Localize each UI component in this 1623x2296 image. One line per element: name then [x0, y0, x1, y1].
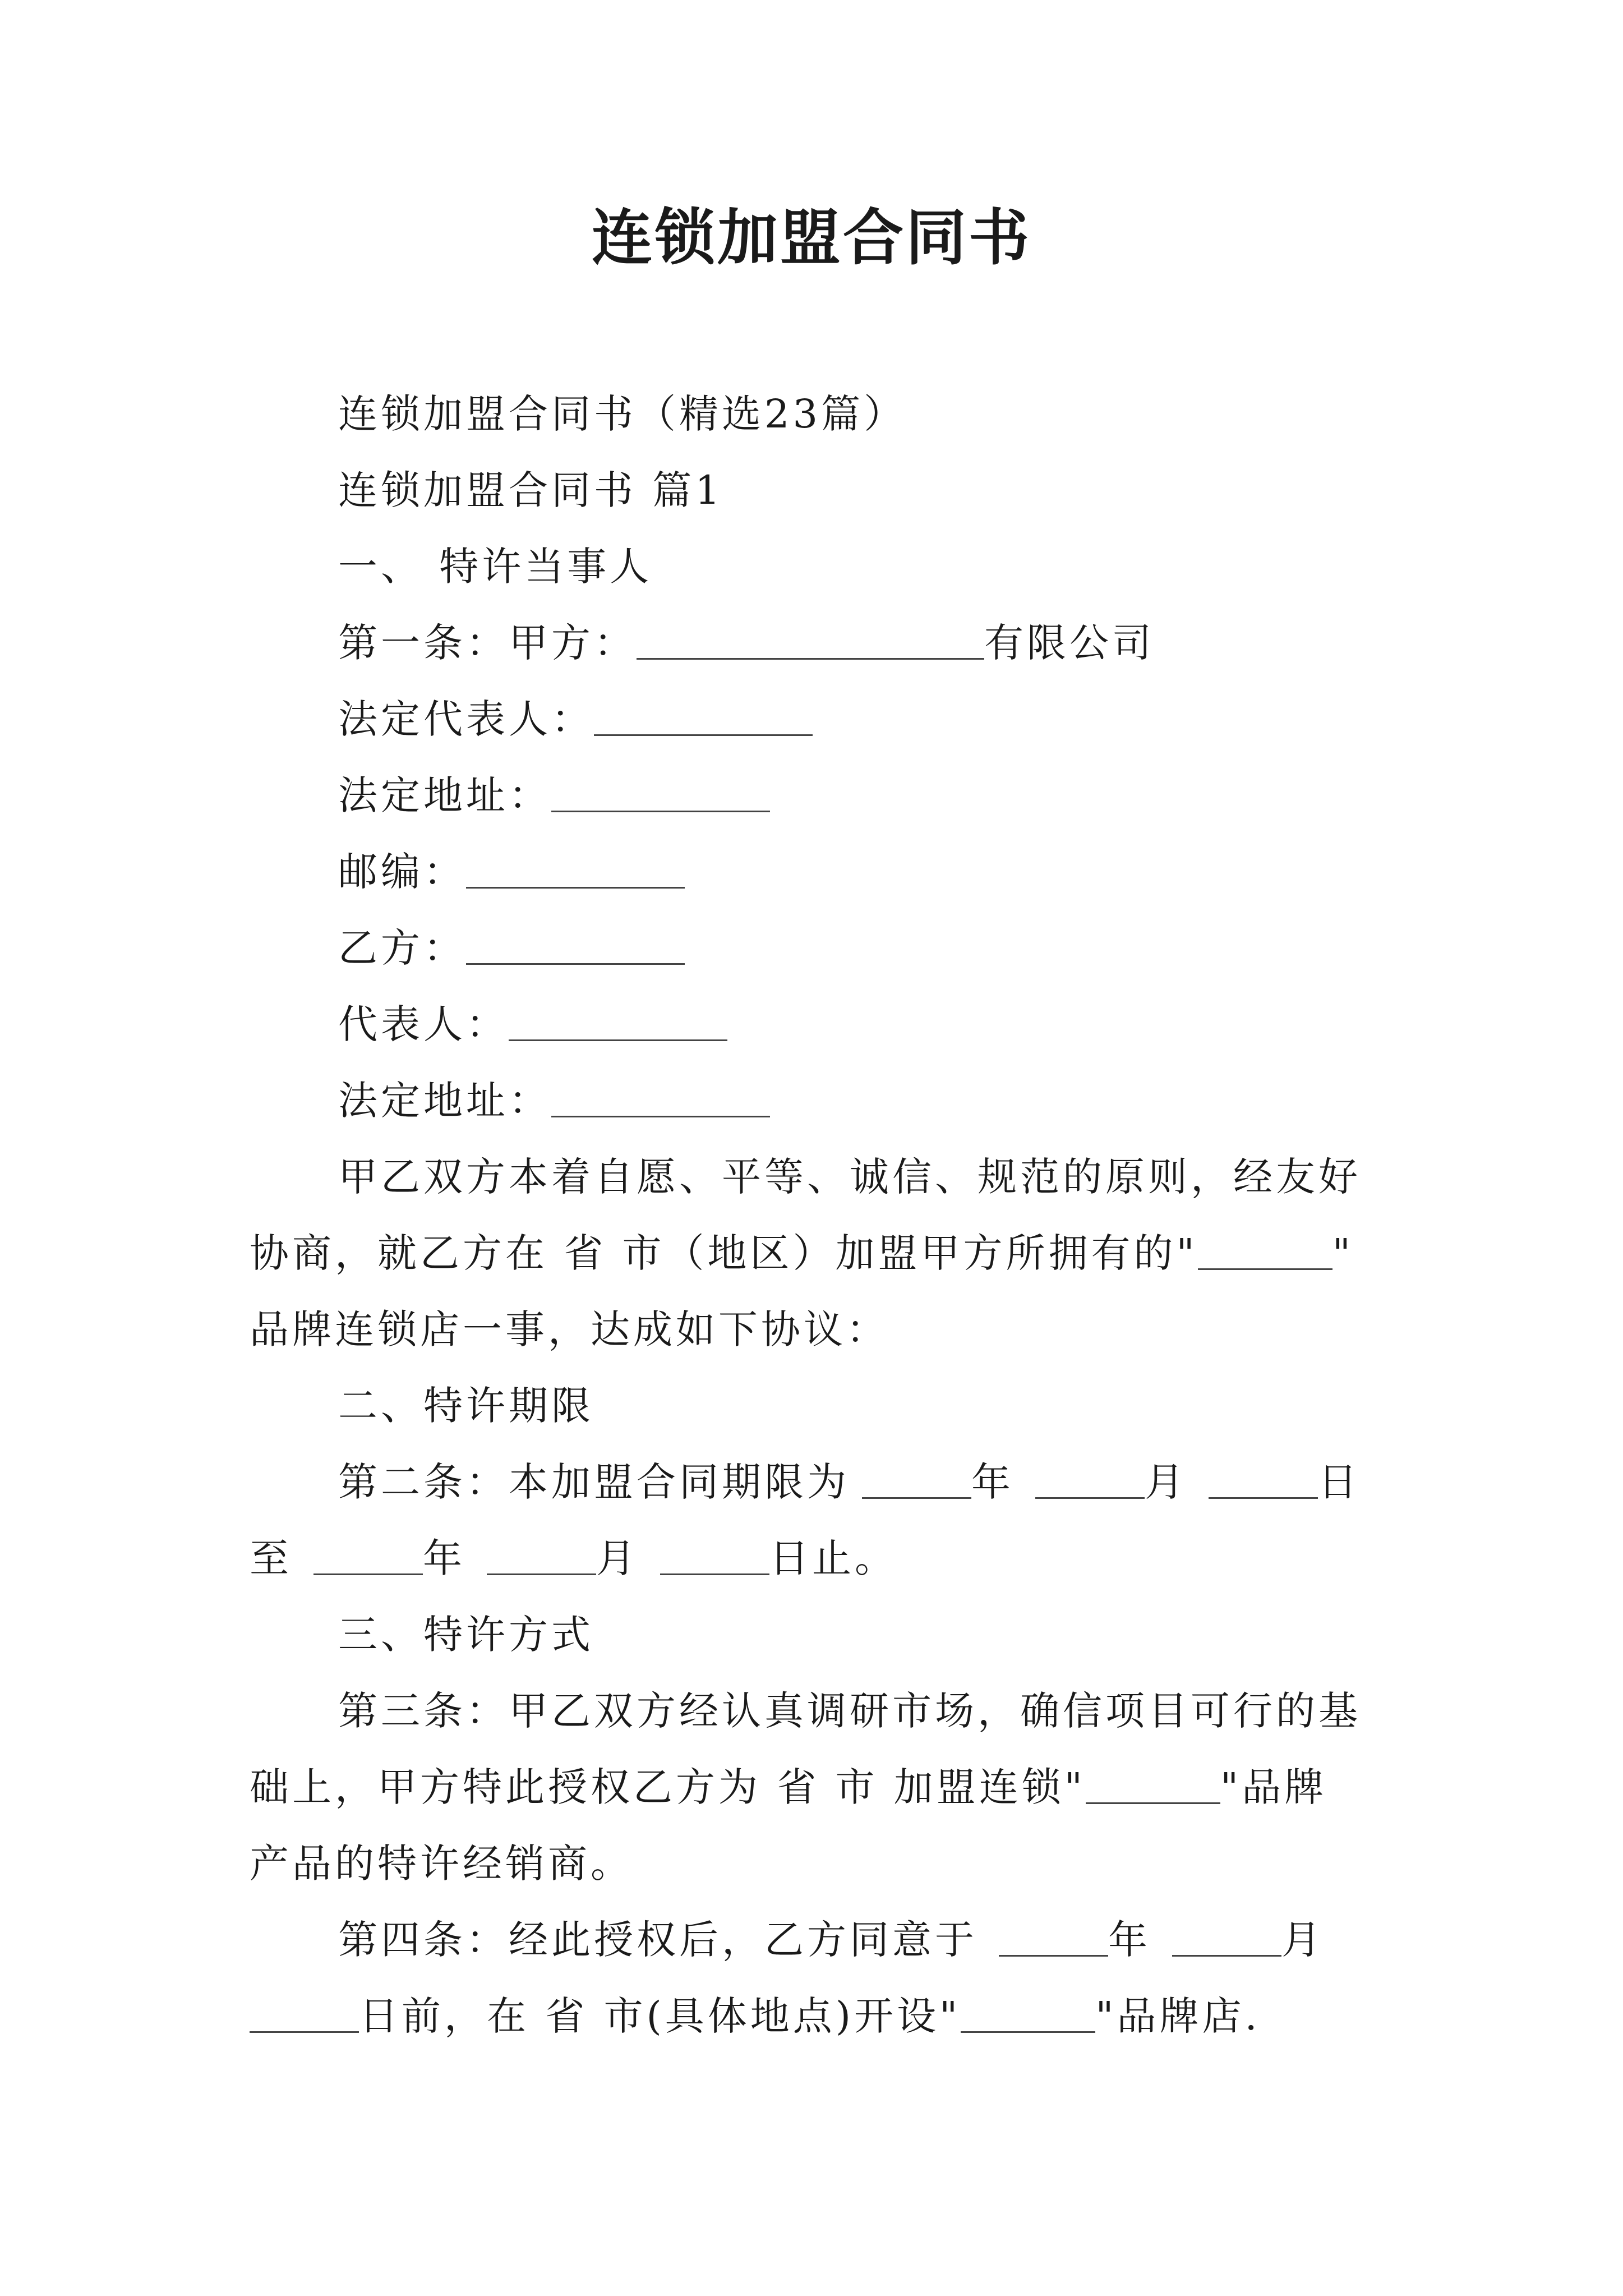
- article-2-line-2: [250, 1520, 1394, 1596]
- blank-brand-1: [1198, 1229, 1332, 1270]
- article-4-line-1: [250, 1902, 1394, 1978]
- blank-postcode: [466, 848, 685, 889]
- blank-legal-address-b: [551, 1076, 770, 1117]
- blank-start-year: [862, 1458, 971, 1499]
- blank-open-year: [999, 1916, 1108, 1957]
- blank-brand-3: [961, 1992, 1095, 2033]
- blank-representative: [509, 1000, 727, 1041]
- year-label: 年: [423, 1535, 465, 1581]
- heading-term: 二、特许期限: [338, 1383, 594, 1429]
- brand-suffix: "品牌: [1220, 1764, 1327, 1810]
- blank-open-day: [250, 1992, 359, 2033]
- store-suffix: "品牌店.: [1095, 1993, 1261, 2039]
- representative-label: 代表人：: [338, 1001, 509, 1047]
- blank-end-day: [660, 1534, 769, 1575]
- legal-address-line: [250, 757, 1394, 834]
- blank-legal-address: [551, 771, 770, 812]
- article-3-line-2: [250, 1749, 1394, 1825]
- article-2-line-1: [250, 1444, 1394, 1520]
- heading-parties: 一、 特许当事人: [338, 544, 653, 590]
- party-b-label: 乙方：: [338, 925, 466, 971]
- article-4-line-2: [250, 1978, 1394, 2054]
- blank-brand-2: [1086, 1763, 1220, 1804]
- postcode-line: [250, 834, 1394, 910]
- article-3-text: 础上，甲方特此授权乙方为 省 市 加盟连锁": [250, 1764, 1086, 1810]
- legal-rep-line: [250, 681, 1394, 757]
- article-3-line-3: 产品的特许经销商。: [250, 1841, 633, 1887]
- paragraph-1-line-1: 甲乙双方本着自愿、平等、诚信、规范的原则，经友好: [338, 1154, 1361, 1200]
- to-label: 至: [250, 1535, 292, 1581]
- article-4-text: 第四条：经此授权后，乙方同意于: [338, 1917, 978, 1963]
- month-label: 月: [1281, 1917, 1324, 1963]
- paragraph-1-line-3: 品牌连锁店一事，达成如下协议：: [250, 1306, 889, 1352]
- party-a-label: 第一条：甲方：: [338, 620, 637, 666]
- section-heading-part1: 连锁加盟合同书 篇1: [338, 467, 723, 513]
- blank-start-month: [1035, 1458, 1145, 1499]
- article-3-line-1: 第三条：甲乙双方经认真调研市场，确信项目可行的基: [338, 1688, 1361, 1734]
- company-suffix: 有限公司: [984, 620, 1155, 666]
- subtitle-line: 连锁加盟合同书（精选23篇）: [338, 391, 907, 437]
- party-b-line: [250, 910, 1394, 986]
- blank-end-month: [487, 1534, 596, 1575]
- day-label: 日: [1318, 1459, 1361, 1505]
- legal-address-label: 法定地址：: [338, 772, 551, 818]
- article-4-text-2: 日前，在 省 市(具体地点)开设": [359, 1993, 961, 2039]
- heading-method: 三、特许方式: [338, 1612, 594, 1658]
- representative-line: [250, 986, 1394, 1062]
- blank-legal-rep: [594, 695, 813, 736]
- blank-party-a-name: [637, 619, 984, 660]
- month-label: 月: [1145, 1459, 1187, 1505]
- blank-open-month: [1172, 1916, 1281, 1957]
- postcode-label: 邮编：: [338, 849, 466, 895]
- party-a-line: [250, 605, 1394, 681]
- blank-end-year: [313, 1534, 423, 1575]
- legal-address-b-line: [250, 1062, 1394, 1139]
- month-label: 月: [596, 1535, 639, 1581]
- paragraph-1-line-2: [250, 1215, 1394, 1291]
- document-body: [250, 376, 1394, 2054]
- year-label: 年: [1108, 1917, 1151, 1963]
- legal-rep-label: 法定代表人：: [338, 696, 594, 742]
- article-2-text: 第二条：本加盟合同期限为: [338, 1459, 850, 1505]
- document-title: 连锁加盟合同书: [591, 203, 1031, 273]
- paragraph-1-text: 协商，就乙方在 省 市（地区）加盟甲方所拥有的": [250, 1230, 1198, 1276]
- quote-mark: ": [1332, 1230, 1354, 1276]
- blank-party-b: [466, 924, 685, 965]
- year-label: 年: [971, 1459, 1014, 1505]
- end-day-label: 日止。: [769, 1535, 897, 1581]
- blank-start-day: [1209, 1458, 1318, 1499]
- legal-address-b-label: 法定地址：: [338, 1078, 551, 1124]
